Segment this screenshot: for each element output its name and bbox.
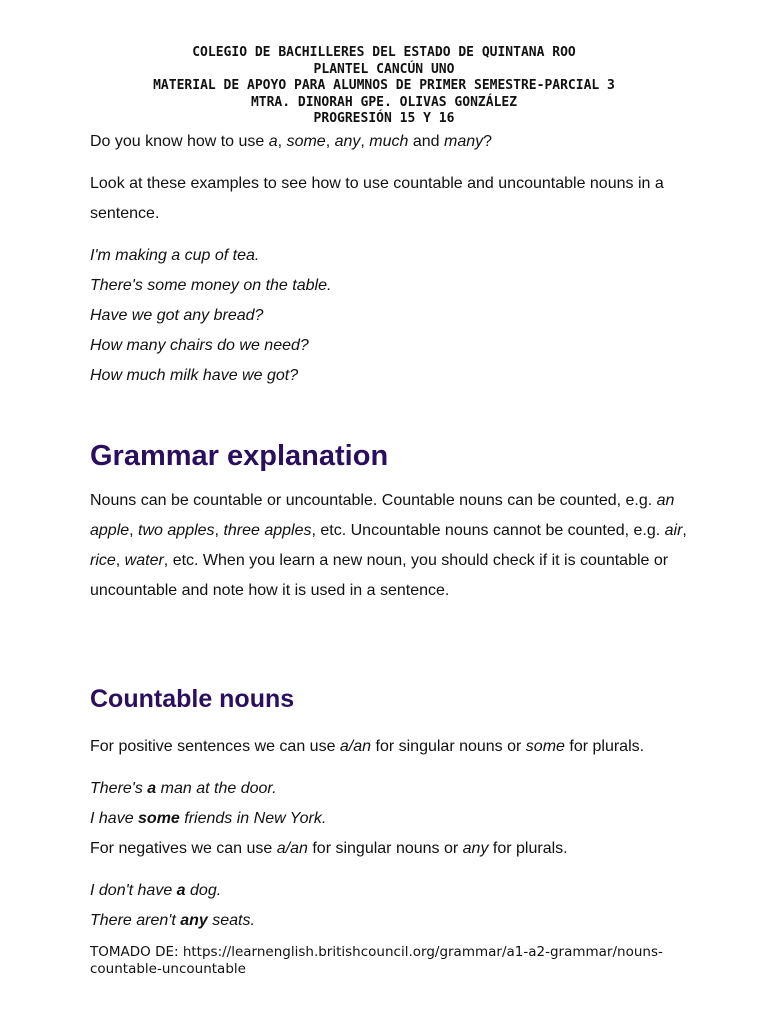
teacher-name: MTRA. DINORAH GPE. OLIVAS GONZÁLEZ bbox=[250, 94, 518, 110]
example-sentence: There aren't any seats. bbox=[90, 912, 255, 929]
example-sentence: I don't have a dog. bbox=[90, 882, 222, 899]
school-name: COLEGIO DE BACHILLERES DEL ESTADO DE QUINTANA ROO bbox=[192, 45, 576, 60]
campus-name: PLANTEL CANCÚN UNO bbox=[313, 61, 455, 77]
intro-question: Do you know how to use a, some, any, much and many? bbox=[90, 133, 493, 150]
example-sentence: I'm making a cup of tea. bbox=[90, 247, 260, 264]
positive-rule: For positive sentences we can use a/an for singular nouns or some for plurals. bbox=[90, 738, 645, 755]
example-sentence: I have some friends in New York. bbox=[90, 810, 327, 827]
document-header bbox=[0, 45, 768, 128]
negative-rule: For negatives we can use a/an for singular nouns or any for plurals. bbox=[90, 840, 568, 857]
grammar-heading: Grammar explanation bbox=[90, 440, 389, 472]
intro-paragraph: Look at these examples to see how to use countable and uncountable nouns in a sentence. bbox=[90, 175, 664, 222]
countable-heading: Countable nouns bbox=[90, 685, 295, 713]
document-body bbox=[90, 127, 690, 936]
example-sentence: There's a man at the door. bbox=[90, 780, 277, 797]
source-citation: TOMADO DE: https://learnenglish.britishcouncil.org/grammar/a1-a2-grammar/nouns-countable-uncountable bbox=[90, 944, 663, 977]
progression-label: PROGRESIÓN 15 Y 16 bbox=[313, 111, 455, 126]
example-sentence: There's some money on the table. bbox=[90, 277, 332, 294]
example-sentence: How much milk have we got? bbox=[90, 367, 299, 384]
material-title: MATERIAL DE APOYO PARA ALUMNOS DE PRIMER SEMESTRE-PARCIAL 3 bbox=[153, 78, 615, 93]
example-list bbox=[90, 241, 690, 391]
grammar-paragraph: Nouns can be countable or uncountable. Countable nouns can be counted, e.g. an apple, two apples, three apples, etc. Uncountable nouns cannot be counted, e.g. air, rice, water, etc. When you learn a new noun, you should check if it is countable or uncountable and note how it is used in a sentence. bbox=[90, 492, 687, 599]
example-sentence: How many chairs do we need? bbox=[90, 337, 309, 354]
example-sentence: Have we got any bread? bbox=[90, 307, 264, 324]
